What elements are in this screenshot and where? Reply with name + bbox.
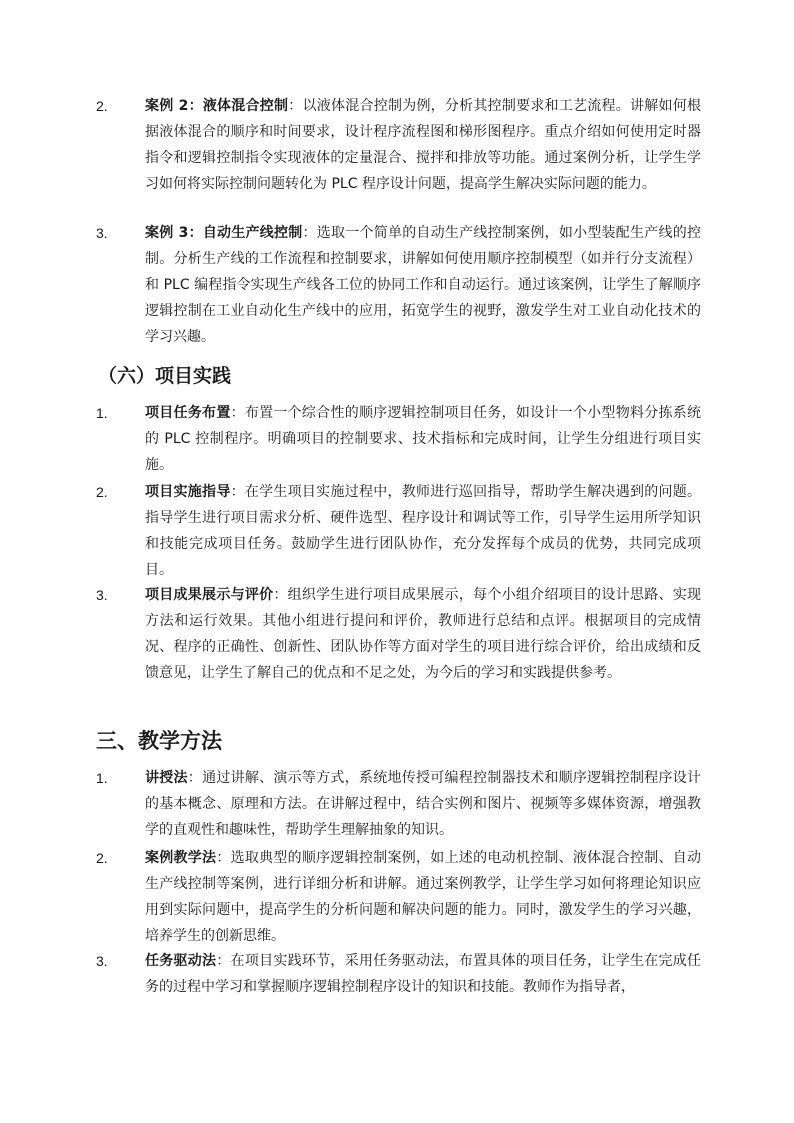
section-heading-project-practice: （六）项目实践: [98, 365, 232, 387]
list-number: 1.: [96, 405, 108, 421]
list-item-title: 讲授法: [145, 770, 188, 786]
separator: ：: [216, 850, 231, 866]
list-item-title: 案例 3：自动生产线控制: [145, 225, 303, 241]
list-item-title: 案例 2：液体混合控制: [145, 98, 289, 114]
section-heading-teaching-methods: 三、教学方法: [96, 729, 222, 753]
separator: ：: [302, 225, 317, 241]
list-item-text: 以液体混合控制为例，分析其控制要求和工艺流程。讲解如何根据液体混合的顺序和时间要求，设计程序流程图和梯形图程序。重点介绍如何使用定时器指令和逻辑控制指令实现液体的定量混合、搅拌和排放等功能。通过案例分析，让学生学习如何将实际控制问题转化为 PLC 程序设计问题，提高学生解决实际问题的能力。: [145, 98, 702, 192]
list-item-text: 选取典型的顺序逻辑控制案例，如上述的电动机控制、液体混合控制、自动生产线控制等案例，进行详细分析和讲解。通过案例教学，让学生学习如何将理论知识应用到实际问题中，提高学生的分析问题和解决问题的能力。同时，激发学生的学习兴趣，培养学生的创新思维。: [145, 850, 702, 944]
list-item-body: [145, 479, 701, 583]
list-item-title: 项目实施指导: [145, 484, 231, 500]
list-number: 3.: [96, 953, 108, 969]
list-number: 1.: [96, 770, 108, 786]
separator: ：: [230, 405, 245, 421]
list-item-body: [145, 93, 701, 197]
list-item-text: 在项目实践环节，采用任务驱动法，布置具体的项目任务，让学生在完成任务的过程中学习和掌握顺序逻辑控制程序设计的知识和技能。教师作为指导者，: [145, 953, 702, 995]
separator: ：: [230, 484, 245, 500]
list-item-body: [145, 845, 701, 949]
list-item-body: [145, 220, 701, 350]
separator: ：: [273, 587, 288, 603]
list-item-text: 在学生项目实施过程中，教师进行巡回指导，帮助学生解决遇到的问题。指导学生进行项目需求分析、硬件选型、程序设计和调试等工作，引导学生运用所学知识和技能完成项目任务。鼓励学生进行团队协作，充分发挥每个成员的优势，共同完成项目。: [145, 484, 702, 578]
list-number: 2.: [96, 484, 108, 500]
list-item-body: [145, 400, 701, 478]
list-item-text: 布置一个综合性的顺序逻辑控制项目任务，如设计一个小型物料分拣系统的 PLC 控制程序。明确项目的控制要求、技术指标和完成时间，让学生分组进行项目实施。: [145, 405, 702, 473]
list-number: 2.: [96, 850, 108, 866]
list-item-text: 选取一个简单的自动生产线控制案例，如小型装配生产线的控制。分析生产线的工作流程和控制要求，讲解如何使用顺序控制模型（如并行分支流程）和 PLC 编程指令实现生产线各工位的协同工作和自动运行。通过该案例，让学生了解顺序逻辑控制在工业自动化生产线中的应用，拓宽学生的视野，激发学生对工业自动化技术的学习兴趣。: [145, 225, 701, 345]
list-item-body: [145, 582, 701, 686]
list-item-body: [145, 765, 701, 843]
list-item-title: 案例教学法: [145, 850, 217, 866]
list-number: 2.: [96, 98, 108, 114]
list-number: 3.: [96, 225, 108, 241]
separator: ：: [187, 770, 203, 786]
list-item-body: [145, 948, 701, 1000]
list-item-text: 组织学生进行项目成果展示，每个小组介绍项目的设计思路、实现方法和运行效果。其他小组进行提问和评价，教师进行总结和点评。根据项目的完成情况、程序的正确性、创新性、团队协作等方面对学生的项目进行综合评价，给出成绩和反馈意见，让学生了解自己的优点和不足之处，为今后的学习和实践提供参考。: [145, 587, 702, 681]
list-item-text: 通过讲解、演示等方式，系统地传授可编程控制器技术和顺序逻辑控制程序设计的基本概念、原理和方法。在讲解过程中，结合实例和图片、视频等多媒体资源，增强教学的直观性和趣味性，帮助学生理解抽象的知识。: [145, 770, 702, 838]
list-item-title: 任务驱动法: [145, 953, 217, 969]
separator: ：: [288, 98, 303, 114]
list-number: 3.: [96, 587, 108, 603]
separator: ：: [216, 953, 231, 969]
list-item-title: 项目成果展示与评价: [145, 587, 274, 603]
list-item-title: 项目任务布置: [145, 405, 231, 421]
